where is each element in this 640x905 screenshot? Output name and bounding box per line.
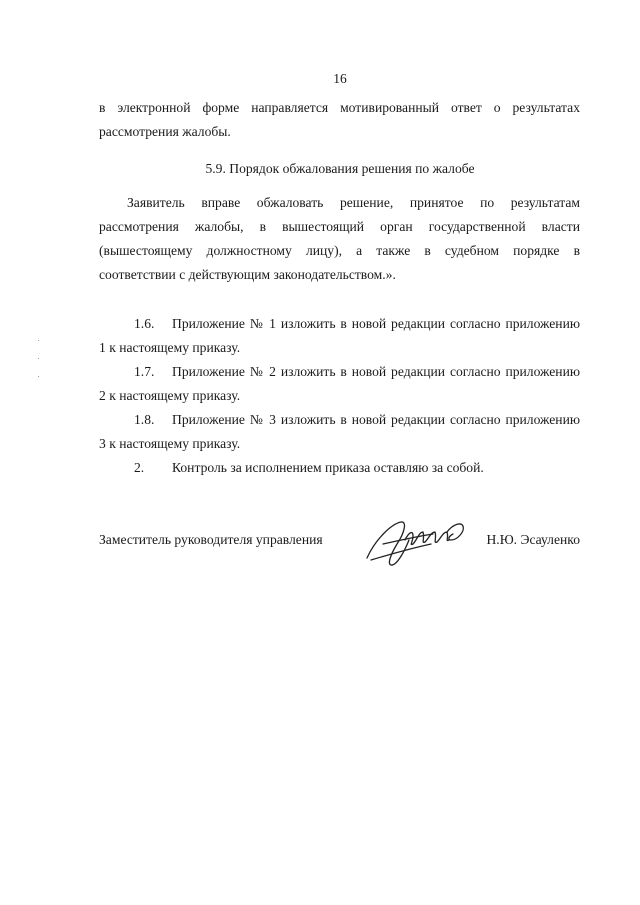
section-line-3: (вышестоящему должностному лицу), а также в судебном порядке в: [99, 243, 580, 258]
signatory-position: Заместитель руководителя управления: [99, 532, 323, 547]
page-number: 16: [333, 71, 347, 86]
section-paragraph: [99, 191, 580, 287]
intro-paragraph: [99, 96, 580, 144]
item-number: 1.7.: [134, 364, 155, 379]
intro-line-1: в электронной форме направляется мотивированный ответ о результатах: [99, 100, 580, 115]
scan-margin-marks: [38, 340, 40, 380]
item-number: 1.8.: [134, 412, 155, 427]
list-item: [99, 312, 580, 360]
item-text-line-1: Приложение № 3 изложить в новой редакции согласно приложению: [172, 412, 580, 427]
item-text-line-2: 2 к настоящему приказу.: [99, 388, 241, 403]
list-item: [99, 408, 580, 456]
item-number: 1.6.: [134, 316, 155, 331]
list-item: [99, 456, 580, 480]
signature-block: [99, 518, 580, 578]
intro-line-2: рассмотрения жалобы.: [99, 124, 231, 139]
section-line-2: рассмотрения жалобы, в вышестоящий орган государственной власти: [99, 219, 580, 234]
item-text-line-2: 3 к настоящему приказу.: [99, 436, 241, 451]
section-line-4: соответствии с действующим законодательством.».: [99, 267, 396, 282]
signatory-name: Н.Ю. Эсауленко: [486, 532, 580, 547]
item-text-line-2: 1 к настоящему приказу.: [99, 340, 241, 355]
item-number: 2.: [134, 460, 145, 475]
handwritten-signature: [361, 510, 471, 572]
section-line-1: Заявитель вправе обжаловать решение, принятое по результатам: [127, 195, 580, 210]
section-heading: 5.9. Порядок обжалования решения по жалобе: [205, 161, 475, 176]
item-text-line-1: Приложение № 2 изложить в новой редакции согласно приложению: [172, 364, 580, 379]
item-text-line-1: Приложение № 1 изложить в новой редакции согласно приложению: [172, 316, 580, 331]
item-text-line-1: Контроль за исполнением приказа оставляю за собой.: [172, 460, 484, 475]
list-item: [99, 360, 580, 408]
